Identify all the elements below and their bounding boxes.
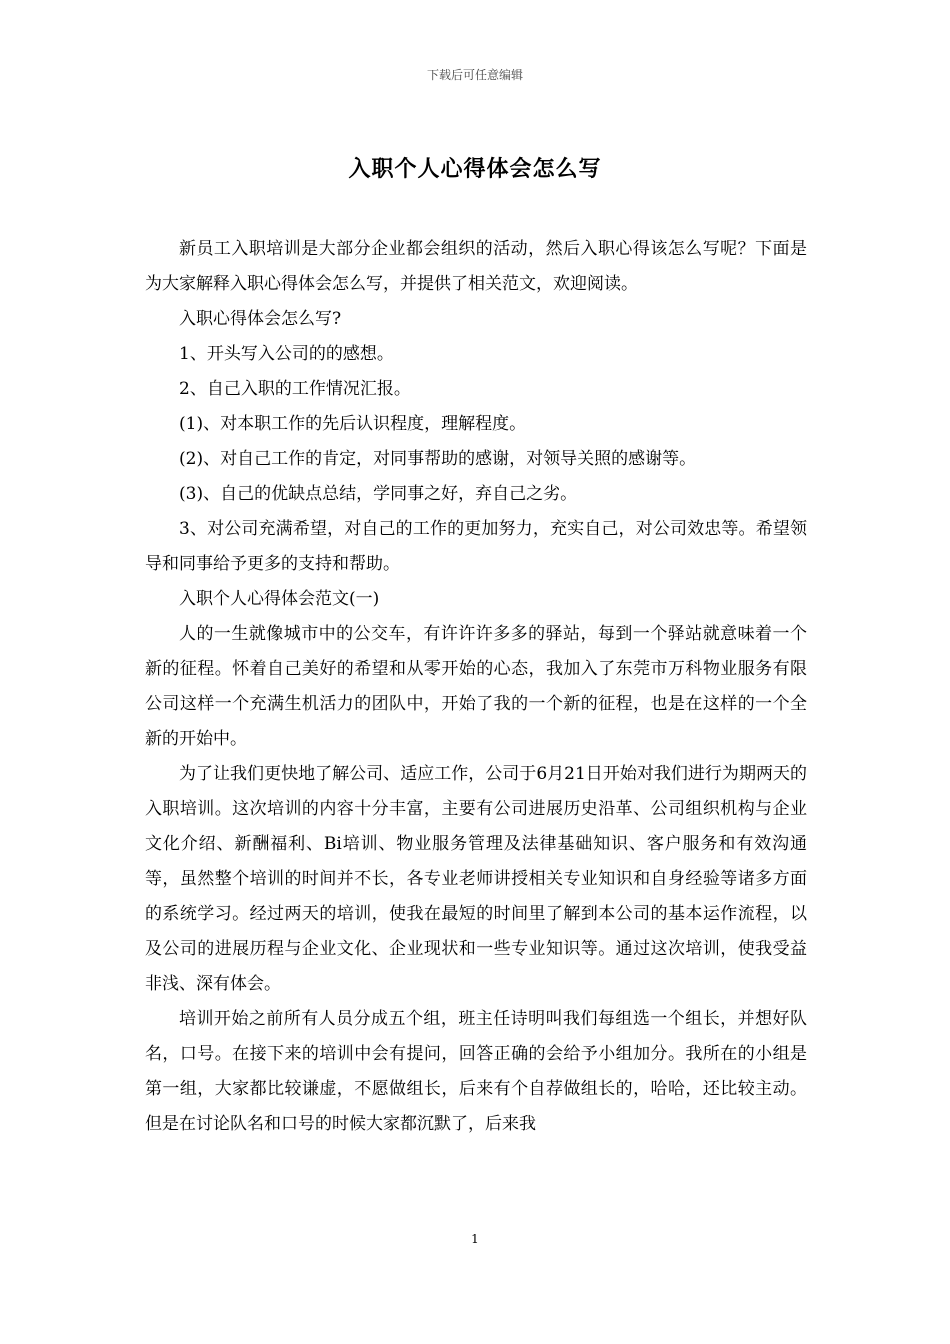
paragraph-point-2: 2、自己入职的工作情况汇报。 — [179, 379, 411, 399]
paragraph-point-1: 1、开头写入公司的的感想。 — [179, 344, 394, 364]
paragraph-how-to-heading: 入职心得体会怎么写? — [179, 309, 342, 329]
document-body — [145, 232, 807, 1142]
document-title: 入职个人心得体会怎么写 — [348, 156, 602, 182]
paragraph-subpoint-3: (3)、自己的优缺点总结，学同事之好，弃自己之劣。 — [179, 484, 578, 504]
paragraph-subpoint-1: (1)、对本职工作的先后认识程度，理解程度。 — [179, 414, 527, 434]
paragraph-point-3: 3、对公司充满希望，对自己的工作的更加努力，充实自己，对公司效忠等。希望领导和同事给予更多的支持和帮助。 — [145, 519, 807, 574]
paragraph-intro: 新员工入职培训是大部分企业都会组织的活动，然后入职心得该怎么写呢？下面是为大家解释入职心得体会怎么写，并提供了相关范文，欢迎阅读。 — [145, 239, 807, 294]
paragraph-subpoint-2: (2)、对自己工作的肯定，对同事帮助的感谢，对领导关照的感谢等。 — [179, 449, 697, 469]
paragraph-sample-2: 为了让我们更快地了解公司、适应工作，公司于6月21日开始对我们进行为期两天的入职培训。这次培训的内容十分丰富，主要有公司进展历史沿革、公司组织机构与企业文化介绍、新酬福利、Bi培训、物业服务管理及法律基础知识、客户服务和有效沟通等，虽然整个培训的时间并不长，各专业老师讲授相关专业知识和自身经验等诸多方面的系统学习。经过两天的培训，使我在最短的时间里了解到本公司的基本运作流程，以及公司的进展历程与企业文化、企业现状和一些专业知识等。通过这次培训，使我受益非浅、深有体会。 — [145, 764, 807, 994]
paragraph-sample-3: 培训开始之前所有人员分成五个组，班主任诗明叫我们每组选一个组长，并想好队名，口号。在接下来的培训中会有提问，回答正确的会给予小组加分。我所在的小组是第一组，大家都比较谦虚，不愿做组长，后来有个自荐做组长的，哈哈，还比较主动。但是在讨论队名和口号的时候大家都沉默了，后来我 — [145, 1009, 807, 1134]
page-number: 1 — [471, 1232, 479, 1246]
paragraph-sample-1: 人的一生就像城市中的公交车，有许许许多多的驿站，每到一个驿站就意味着一个新的征程。怀着自己美好的希望和从零开始的心态，我加入了东莞市万科物业服务有限公司这样一个充满生机活力的团队中，开始了我的一个新的征程，也是在这样的一个全新的开始中。 — [145, 624, 807, 749]
paragraph-sample-heading: 入职个人心得体会范文(一) — [179, 589, 380, 609]
header-note: 下载后可任意编辑 — [426, 68, 523, 82]
